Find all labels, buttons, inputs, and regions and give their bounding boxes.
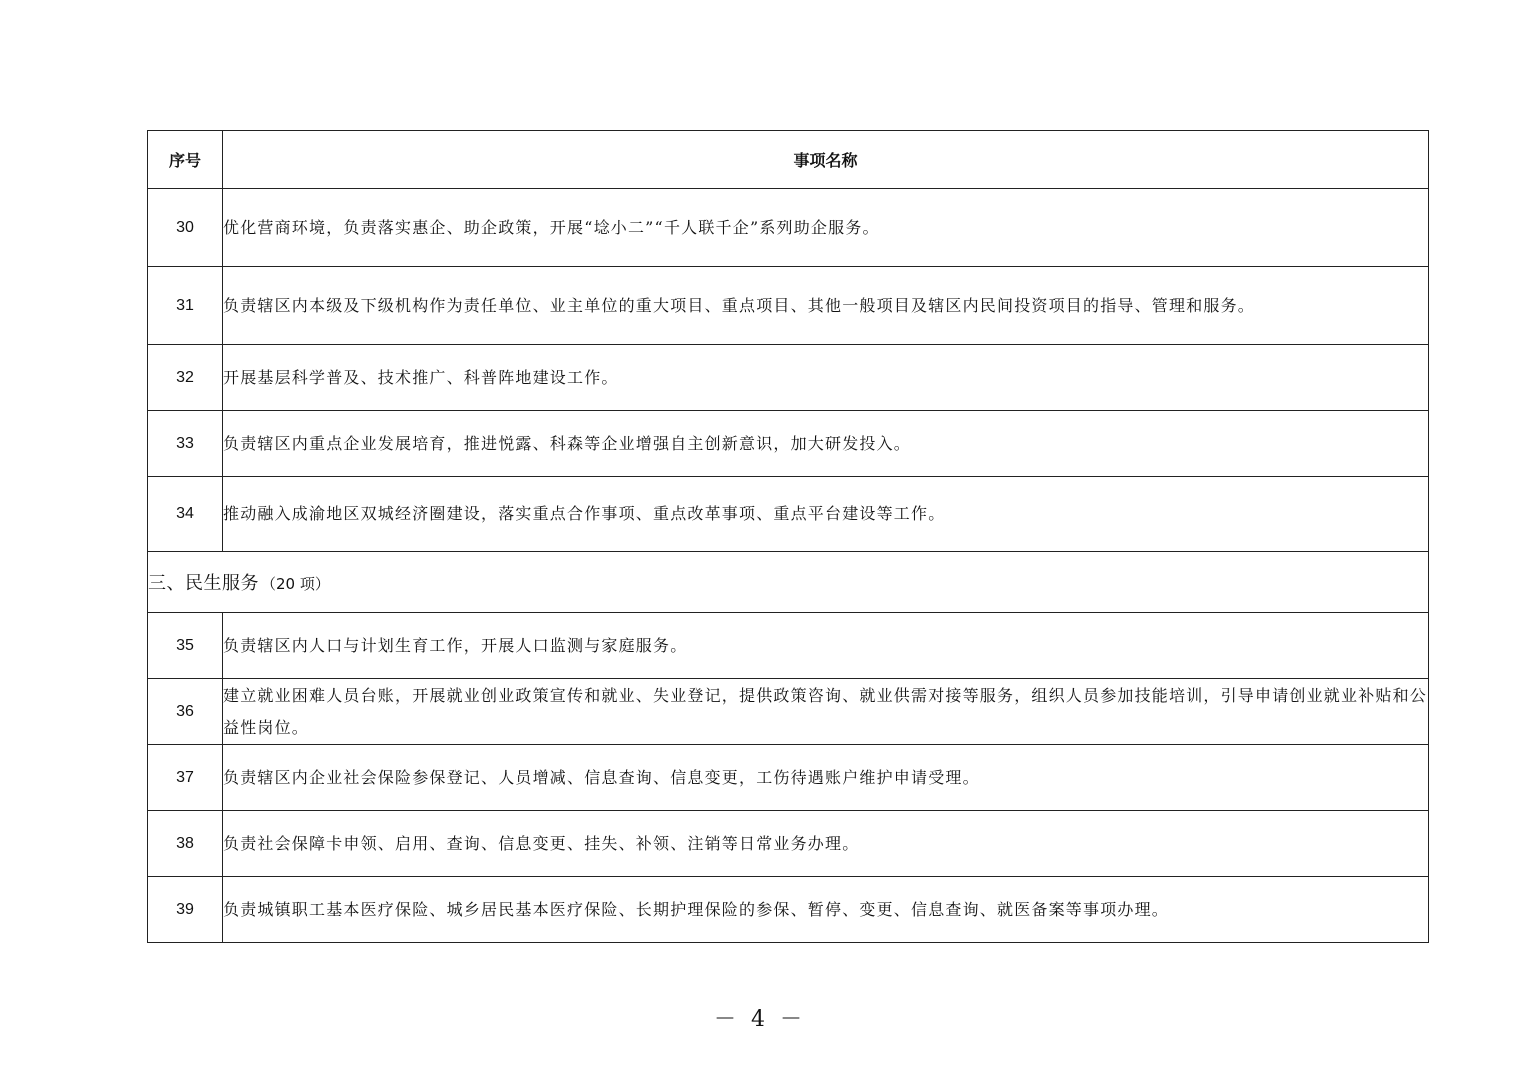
- row-number: 35: [148, 613, 223, 679]
- items-table: [147, 130, 1429, 943]
- table-row: [148, 411, 1429, 477]
- page-number: － 4 －: [714, 1007, 806, 1032]
- row-text: 推动融入成渝地区双城经济圈建设，落实重点合作事项、重点改革事项、重点平台建设等工作。: [223, 477, 1429, 552]
- row-text: 负责辖区内本级及下级机构作为责任单位、业主单位的重大项目、重点项目、其他一般项目及辖区内民间投资项目的指导、管理和服务。: [223, 267, 1429, 345]
- table-row: [148, 613, 1429, 679]
- row-number: 37: [148, 745, 223, 811]
- section-title: 三、民生服务: [148, 573, 259, 594]
- table-row: [148, 679, 1429, 745]
- row-text: 负责辖区内人口与计划生育工作，开展人口监测与家庭服务。: [223, 613, 1429, 679]
- table-header-row: [148, 131, 1429, 189]
- row-number: 38: [148, 811, 223, 877]
- table-row: [148, 189, 1429, 267]
- row-text: 开展基层科学普及、技术推广、科普阵地建设工作。: [223, 345, 1429, 411]
- section-row: [148, 552, 1429, 613]
- row-text: 负责社会保障卡申领、启用、查询、信息变更、挂失、补领、注销等日常业务办理。: [223, 811, 1429, 877]
- section-heading: [148, 552, 1429, 613]
- row-text: 负责辖区内重点企业发展培育，推进悦露、科森等企业增强自主创新意识，加大研发投入。: [223, 411, 1429, 477]
- row-text: 负责辖区内企业社会保险参保登记、人员增减、信息查询、信息变更，工伤待遇账户维护申请受理。: [223, 745, 1429, 811]
- table-row: [148, 745, 1429, 811]
- row-number: 39: [148, 877, 223, 943]
- row-text: 优化营商环境，负责落实惠企、助企政策，开展“埝小二”“千人联千企”系列助企服务。: [223, 189, 1429, 267]
- row-number: 33: [148, 411, 223, 477]
- section-count: （20 项）: [261, 575, 330, 593]
- header-name: 事项名称: [223, 131, 1429, 189]
- row-text: 建立就业困难人员台账，开展就业创业政策宣传和就业、失业登记，提供政策咨询、就业供需对接等服务，组织人员参加技能培训，引导申请创业就业补贴和公益性岗位。: [223, 679, 1429, 745]
- row-number: 36: [148, 679, 223, 745]
- table-row: [148, 267, 1429, 345]
- table-row: [148, 877, 1429, 943]
- row-number: 32: [148, 345, 223, 411]
- row-number: 30: [148, 189, 223, 267]
- row-number: 31: [148, 267, 223, 345]
- table-row: [148, 477, 1429, 552]
- table-row: [148, 345, 1429, 411]
- table-row: [148, 811, 1429, 877]
- row-text: 负责城镇职工基本医疗保险、城乡居民基本医疗保险、长期护理保险的参保、暂停、变更、信息查询、就医备案等事项办理。: [223, 877, 1429, 943]
- row-number: 34: [148, 477, 223, 552]
- header-number: 序号: [148, 131, 223, 189]
